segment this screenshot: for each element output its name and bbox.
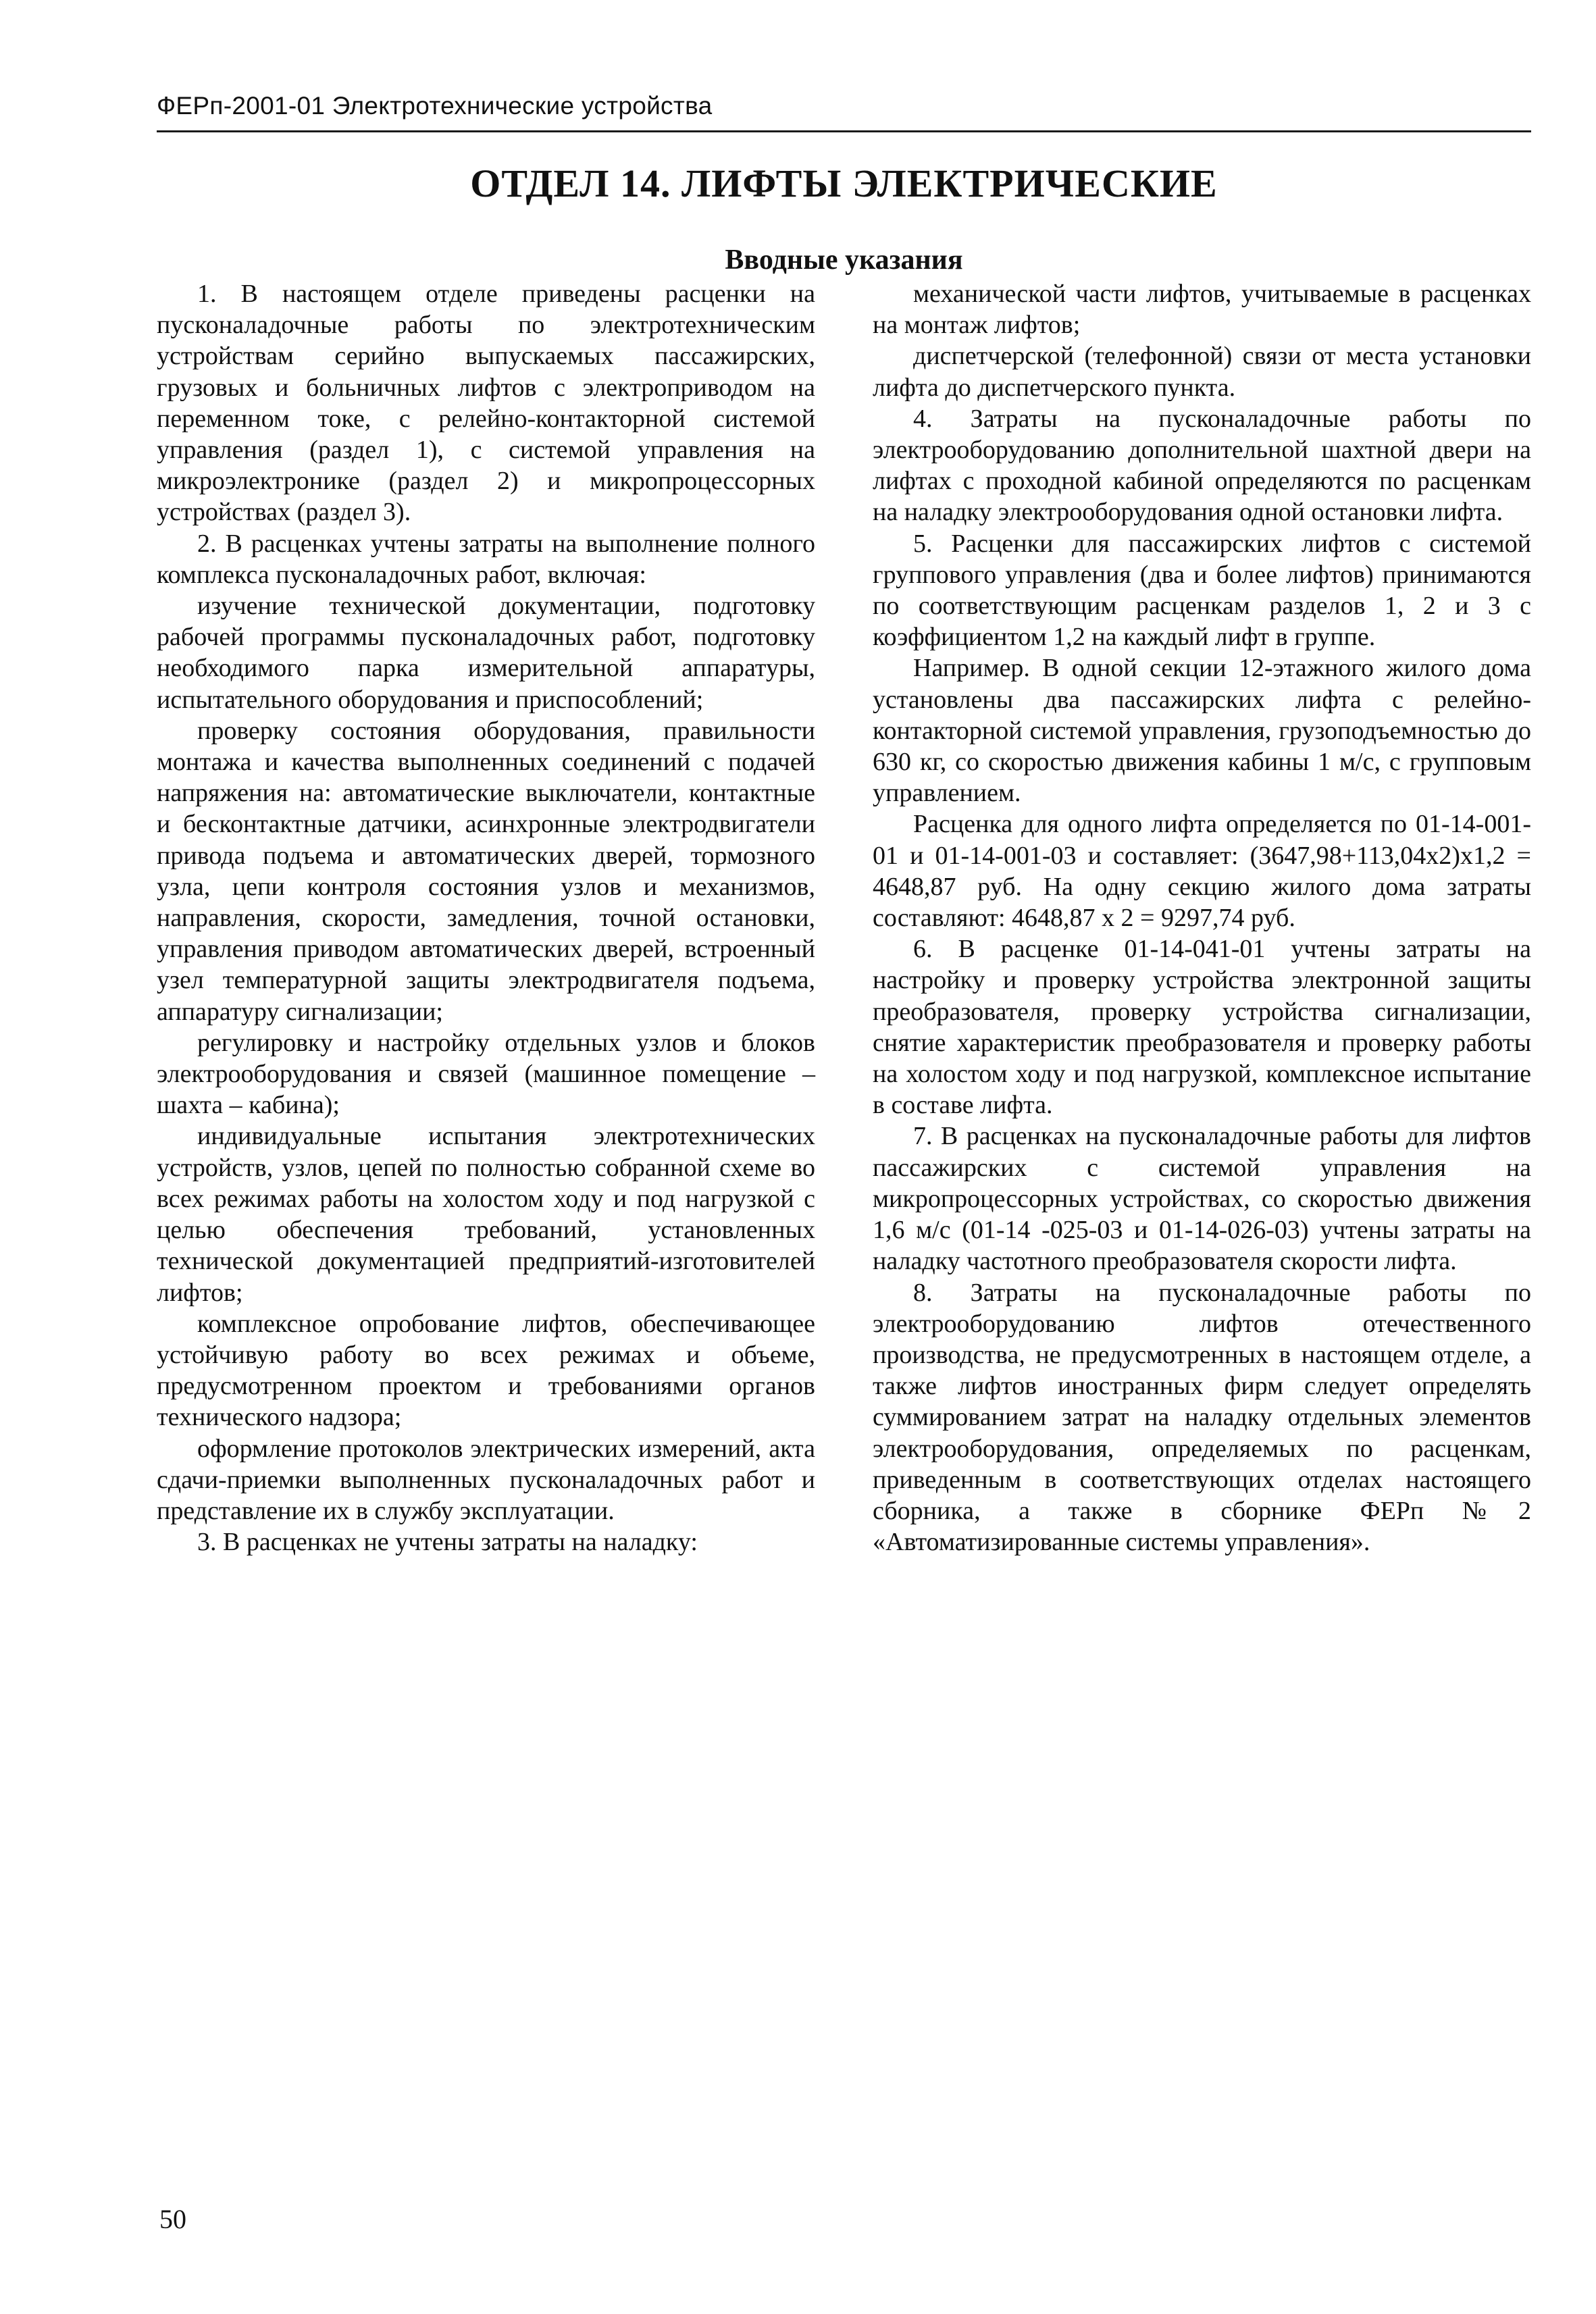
paragraph: 4. Затраты на пусконаладочные работы по электрооборудованию дополнительной шахтной двери на лифтах с проходной кабиной определяются по расценкам на наладку электрооборудования одной остановки лифта. (873, 404, 1531, 527)
paragraph: изучение технической документации, подготовку рабочей программы пусконаладочных работ, подготовку необходимого парка измерительной аппаратуры, испытательного оборудования и приспособлений; (157, 592, 815, 714)
paragraph: оформление протоколов электрических измерений, акта сдачи-приемки выполненных пусконаладочных работ и представление их в службу эксплуатации. (157, 1434, 815, 1525)
paragraph: диспетчерской (телефонной) связи от места установки лифта до диспетчерского пункта. (873, 342, 1531, 402)
section-title: ОТДЕЛ 14. ЛИФТЫ ЭЛЕКТРИЧЕСКИЕ (470, 161, 1218, 205)
paragraph: 1. В настоящем отделе приведены расценки на пусконаладочные работы по электротехническим устройствам серийно выпускаемых пассажирских, грузовых и больничных лифтов с электроприводом на переменном токе, с релейно-контакторной системой управления (раздел 1), с системой управления на микроэлектронике (раздел 2) и микропроцессорных устройствах (раздел 3). (157, 280, 815, 527)
paragraph: регулировку и настройку отдельных узлов и блоков электрооборудования и связей (машинное помещение – шахта – кабина); (157, 1028, 815, 1120)
header-rule (157, 130, 1531, 132)
paragraph: 3. В расценках не учтены затраты на наладку: (197, 1528, 698, 1557)
running-header: ФЕРп-2001-01 Электротехнические устройства (157, 92, 713, 120)
section-subtitle: Вводные указания (725, 245, 963, 276)
right-column (873, 278, 1531, 1558)
paragraph: 7. В расценках на пусконаладочные работы для лифтов пассажирских с системой управления на микропроцессорных устройствах, со скоростью движения 1,6 м/с (01-14 -025-03 и 01-14-026-03) учтены затраты на наладку частотного преобразователя скорости лифта. (873, 1122, 1531, 1276)
paragraph: 5. Расценки для пассажирских лифтов с системой группового управления (два и более лифтов) принимаются по соответствующим расценкам разделов 1, 2 и 3 с коэффициентом 1,2 на каждый лифт в группе. (873, 529, 1531, 652)
paragraph: индивидуальные испытания электротехнических устройств, узлов, цепей по полностью собранной схеме во всех режимах работы на холостом ходу и под нагрузкой с целью обеспечения требований, установленных технической документацией предприятий-изготовителей лифтов; (157, 1122, 815, 1307)
paragraph: механической части лифтов, учитываемые в расценках на монтаж лифтов; (873, 280, 1531, 340)
paragraph: Расценка для одного лифта определяется по 01-14-001-01 и 01-14-001-03 и составляет: (3647,98+113,04х2)х1,2 = 4648,87 руб. На одну секцию жилого дома затраты составляют: 4648,87 х 2 = 9297,74 руб. (873, 810, 1531, 933)
paragraph: 2. В расценках учтены затраты на выполнение полного комплекса пусконаладочных работ, включая: (157, 529, 815, 589)
paragraph: проверку состояния оборудования, правильности монтажа и качества выполненных соединений с подачей напряжения на: автоматические выключатели, контактные и бесконтактные датчики, асинхронные электродвигатели привода подъема и автоматических дверей, тормозного узла, цепи контроля состояния узлов и механизмов, направления, скорости, замедления, точной остановки, управления приводом автоматических дверей, встроенный узел температурной защиты электродвигателя подъема, аппаратуру сигнализации; (157, 716, 815, 1026)
paragraph: 6. В расценке 01-14-041-01 учтены затраты на настройку и проверку устройства электронной защиты преобразователя, проверку устройства сигнализации, снятие характеристик преобразователя и проверку работы на холостом ходу и под нагрузкой, комплексное испытание в составе лифта. (873, 935, 1531, 1120)
paragraph: комплексное опробование лифтов, обеспечивающее устойчивую работу во всех режимах и объеме, предусмотренном проектом и требованиями органов технического надзора; (157, 1309, 815, 1432)
left-column (157, 278, 815, 1558)
paragraph: 8. Затраты на пусконаладочные работы по электрооборудованию лифтов отечественного производства, не предусмотренных в настоящем отделе, а также лифтов иностранных фирм следует определять суммированием затрат на наладку отдельных элементов электрооборудования, определяемых по расценкам, приведенным в соответствующих отделах настоящего сборника, а также в сборнике ФЕРп №2 «Автоматизированные системы управления». (873, 1278, 1531, 1557)
paragraph: Например. В одной секции 12-этажного жилого дома установлены два пассажирских лифта с релейно-контакторной системой управления, грузоподъемностью до 630 кг, со скоростью движения кабины 1 м/с, с групповым управлением. (873, 654, 1531, 808)
page-number: 50 (159, 2204, 186, 2234)
